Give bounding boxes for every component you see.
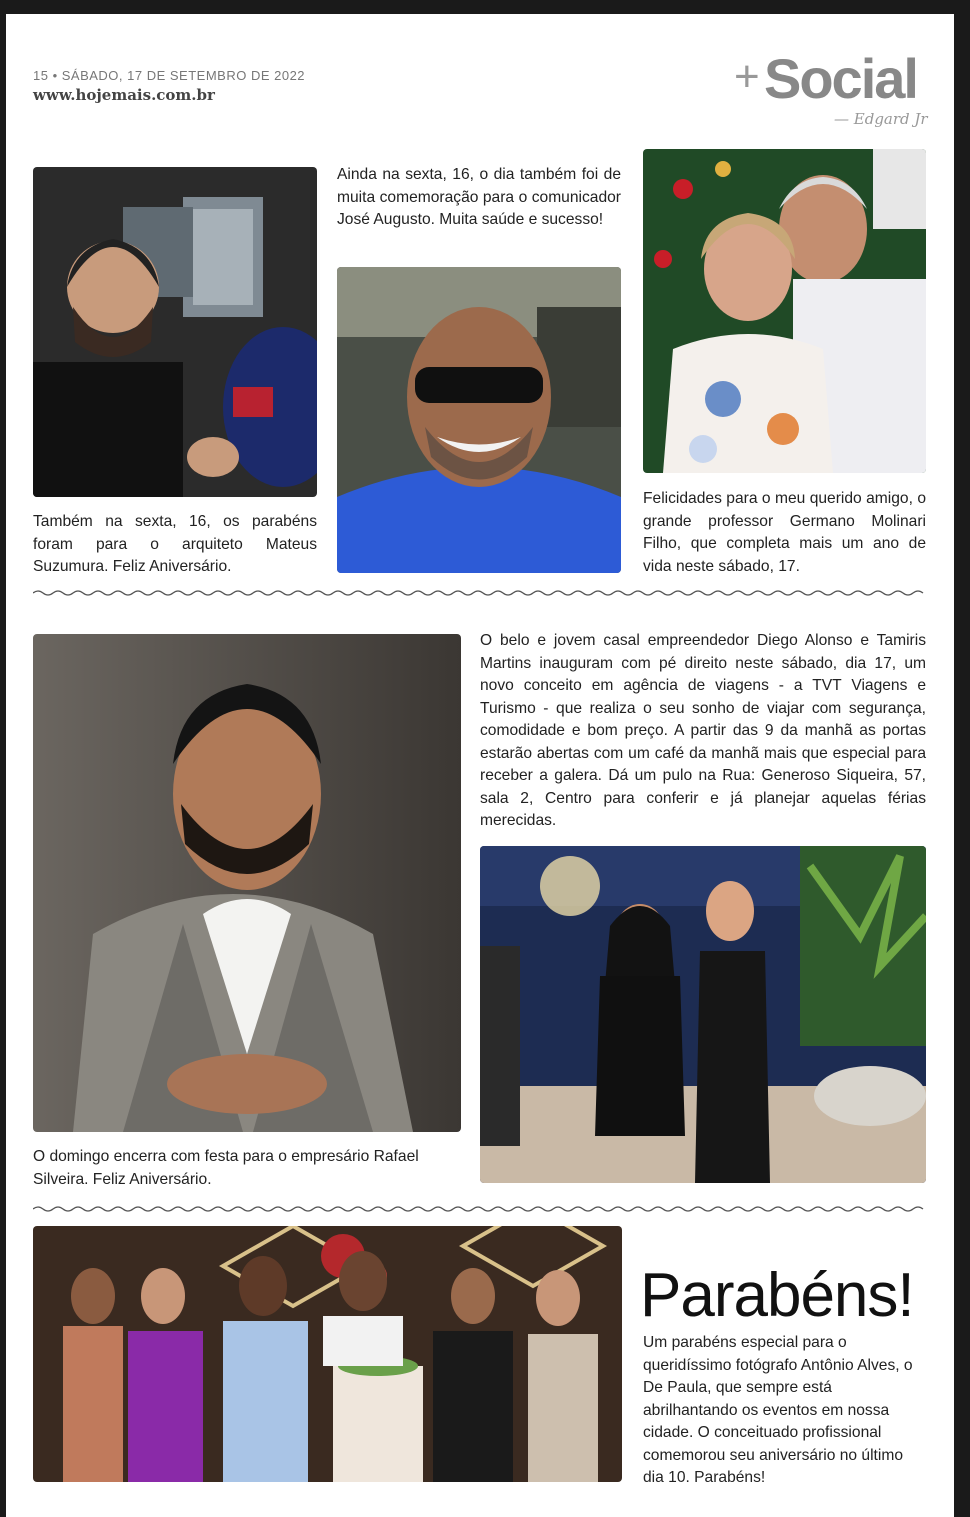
website-url[interactable]: www.hojemais.com.br bbox=[33, 86, 215, 104]
photo-jose bbox=[337, 267, 621, 573]
photo-antonio bbox=[33, 1226, 622, 1482]
photo-antonio-image bbox=[33, 1226, 622, 1482]
logo-plus: + bbox=[734, 52, 760, 101]
caption-rafael: O domingo encerra com festa para o empresário Rafael Silveira. Feliz Aniversário. bbox=[33, 1148, 419, 1188]
photo-mateus-image bbox=[33, 167, 317, 497]
wavy-divider-1 bbox=[33, 588, 925, 598]
photo-germano bbox=[643, 149, 926, 473]
logo-word: Social bbox=[764, 47, 917, 110]
caption-jose: Ainda na sexta, 16, o dia também foi de muita comemoração para o comunicador José Augusto. Muita saúde e sucesso! bbox=[337, 166, 621, 228]
photo-rafael-image bbox=[33, 634, 461, 1132]
wavy-divider-2-shape bbox=[33, 1204, 925, 1214]
social-column-logo bbox=[734, 44, 934, 144]
caption-germano: Felicidades para o meu querido amigo, o grande professor Germano Molinari Filho, que completa mais um ano de vida neste sábado, 17. bbox=[643, 490, 926, 575]
columnist-signature: — Edgard Jr bbox=[834, 110, 928, 128]
wavy-divider-2 bbox=[33, 1204, 925, 1214]
wavy-divider-1-shape bbox=[33, 588, 925, 598]
photo-diego bbox=[480, 846, 926, 1183]
caption-mateus: Também na sexta, 16, os parabéns foram para o arquiteto Mateus Suzumura. Feliz Aniversário. bbox=[33, 513, 317, 575]
photo-mateus bbox=[33, 167, 317, 497]
page-info: 15 • SÁBADO, 17 DE SETEMBRO DE 2022 bbox=[33, 68, 306, 83]
newspaper-page bbox=[6, 14, 954, 1517]
parabens-title: Parabéns! bbox=[640, 1261, 914, 1330]
photo-germano-image bbox=[643, 149, 926, 473]
text-antonio: Um parabéns especial para o queridíssimo fotógrafo Antônio Alves, o De Paula, que sempre está abrilhantando os eventos em nossa cidade. O conceituado profissional comemorou seu aniversário no último dia 10. Parabéns! bbox=[643, 1334, 913, 1486]
photo-diego-image bbox=[480, 846, 926, 1183]
photo-rafael bbox=[33, 634, 461, 1132]
text-diego: O belo e jovem casal empreendedor Diego Alonso e Tamiris Martins inauguram com pé direito neste sábado, dia 17, um novo conceito em agência de viagens - a TVT Viagens e Turismo - que realiza o seu sonho de viajar com segurança, comodidade e bom preço. A partir das 9 da manhã as portas estarão abertas com um café da manhã mais que especial para receber a galera. Dá um pulo na Rua: Generoso Siqueira, 57, sala 2, Centro para conferir e já planejar aquelas férias merecidas. bbox=[480, 632, 926, 829]
photo-jose-image bbox=[337, 267, 621, 573]
